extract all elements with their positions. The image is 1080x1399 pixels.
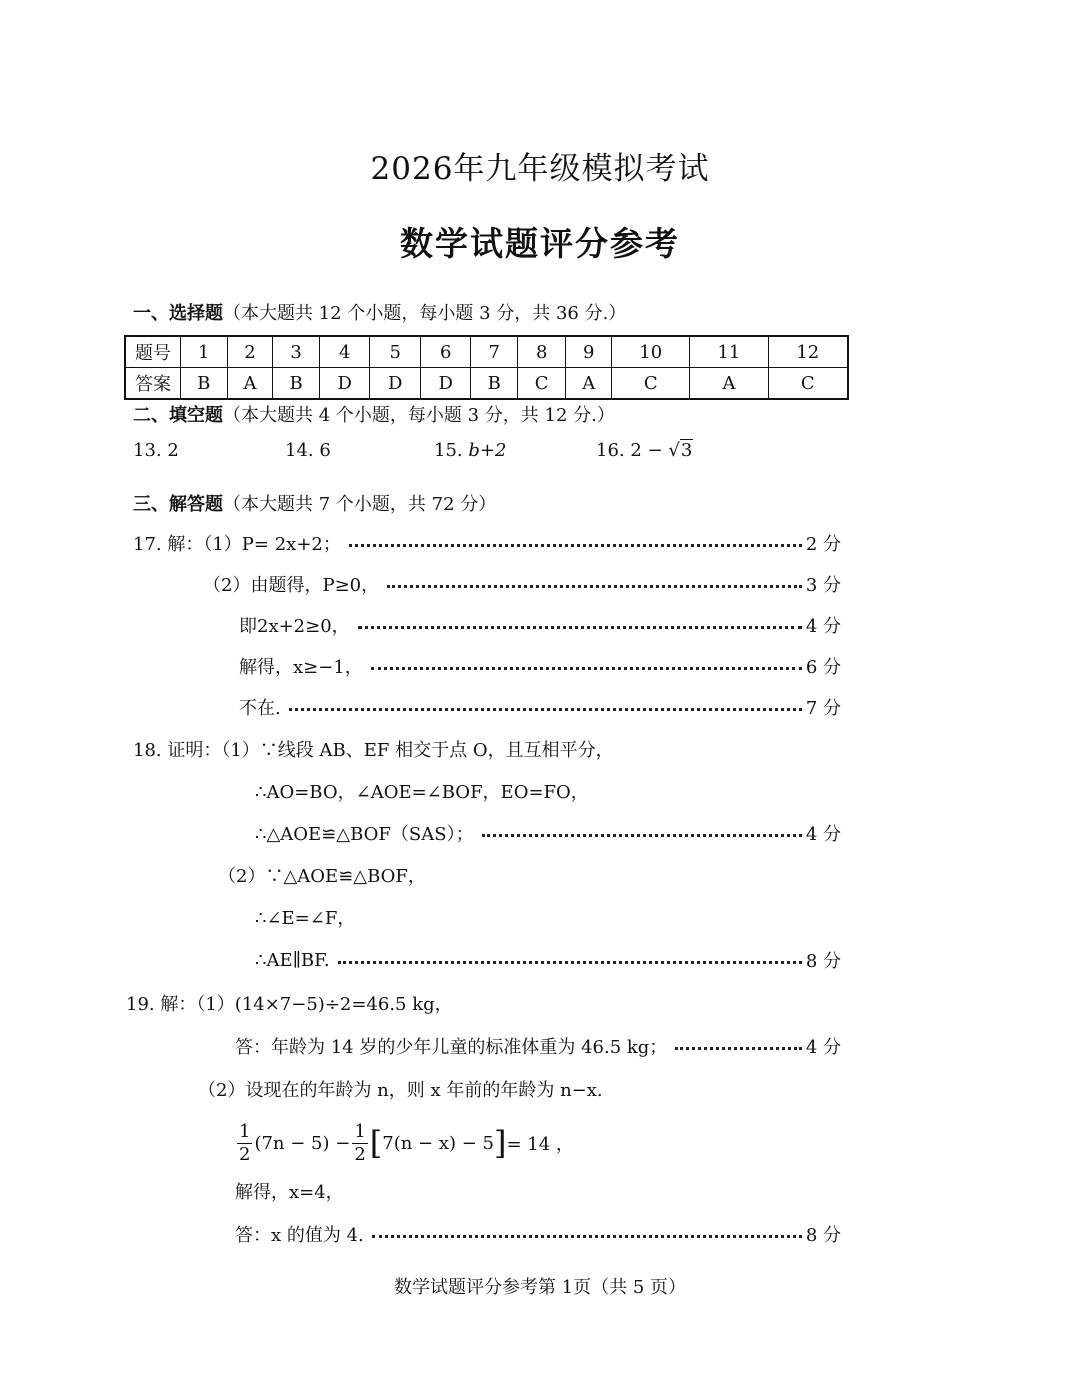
row-label-question: 题号 xyxy=(125,336,181,368)
q17-line-2 xyxy=(203,569,841,599)
points-label: 6 分 xyxy=(805,657,841,678)
line-text: ∴AO=BO，∠AOE=∠BOF，EO=FO， xyxy=(255,782,589,803)
table-cell: 12 xyxy=(768,336,848,368)
leader-dots xyxy=(338,961,802,964)
table-cell: 6 xyxy=(420,336,471,368)
q19-line-6 xyxy=(235,1219,841,1249)
item-number: 13. xyxy=(133,440,162,461)
table-cell: D xyxy=(420,368,471,400)
points-label: 4 分 xyxy=(805,616,841,637)
sqrt-icon: √ xyxy=(668,440,680,461)
table-cell: 2 xyxy=(227,336,273,368)
table-cell: 9 xyxy=(566,336,612,368)
item-answer: 6 xyxy=(319,440,331,461)
line-text: 不在. xyxy=(239,698,281,719)
fill-item-13 xyxy=(133,440,179,461)
section2-title: 二、填空题 xyxy=(133,405,223,426)
section3-desc: （本大题共 7 个小题，共 72 分） xyxy=(223,494,497,515)
line-text: ∴△AOE≌△BOF（SAS）； xyxy=(255,824,474,845)
table-cell: B xyxy=(273,368,320,400)
points-label: 7 分 xyxy=(805,698,841,719)
table-cell: A xyxy=(566,368,612,400)
section1-desc: （本大题共 12 个小题，每小题 3 分，共 36 分.） xyxy=(223,303,627,324)
table-cell: B xyxy=(181,368,228,400)
leader-dots xyxy=(358,626,802,629)
line-text: ∴AE∥BF. xyxy=(255,949,330,971)
points-label: 4 分 xyxy=(805,824,841,845)
item-number: 15. xyxy=(434,440,463,461)
q18-line-5 xyxy=(255,902,355,932)
row-label-answer: 答案 xyxy=(125,368,181,400)
q18-line-3 xyxy=(255,818,841,848)
line-text: 解得，x=4， xyxy=(235,1182,344,1203)
q18-line-4 xyxy=(218,860,426,890)
table-cell: 1 xyxy=(181,336,228,368)
points-label: 2 分 xyxy=(805,534,841,555)
doc-title: 数学试题评分参考 xyxy=(400,224,680,263)
points-label: 4 分 xyxy=(805,1037,841,1058)
section3-title: 三、解答题 xyxy=(133,494,223,515)
table-row-numbers xyxy=(125,336,848,368)
table-cell: A xyxy=(227,368,273,400)
item-number: 14. xyxy=(285,440,314,461)
equation-part-b: 7(n − x) − 5 xyxy=(382,1132,495,1154)
line-text: （2）设现在的年龄为 n，则 x 年前的年龄为 n−x. xyxy=(198,1080,603,1101)
line-text: ∴∠E=∠F， xyxy=(255,908,356,929)
line-text: 答：年龄为 14 岁的少年儿童的标准体重为 46.5 kg； xyxy=(235,1037,668,1058)
section2-desc: （本大题共 4 个小题，每小题 3 分，共 12 分.） xyxy=(223,405,615,426)
leader-dots xyxy=(289,708,802,711)
points-label: 8 分 xyxy=(805,1225,841,1246)
table-cell: 11 xyxy=(690,336,768,368)
line-text: 18. 证明：（1）∵线段 AB、EF 相交于点 O，且互相平分， xyxy=(133,740,614,761)
leader-dots xyxy=(372,1235,802,1238)
item-answer: 2 xyxy=(167,440,179,461)
section1-heading xyxy=(133,299,626,325)
table-cell: 4 xyxy=(319,336,370,368)
table-cell: 8 xyxy=(517,336,565,368)
left-bracket-icon: [ xyxy=(369,1124,383,1162)
q18-line-2 xyxy=(255,776,589,806)
table-cell: A xyxy=(690,368,768,400)
table-cell: D xyxy=(319,368,370,400)
q19-line-1 xyxy=(126,988,453,1018)
q19-line-3 xyxy=(198,1074,603,1104)
table-cell: D xyxy=(370,368,421,400)
fill-item-14 xyxy=(285,440,331,461)
table-cell: 10 xyxy=(612,336,690,368)
leader-dots xyxy=(675,1047,802,1050)
table-cell: 3 xyxy=(273,336,320,368)
item-number: 16. xyxy=(596,440,625,461)
leader-dots xyxy=(387,585,802,588)
q19-line-5 xyxy=(235,1176,344,1206)
page-footer: 数学试题评分参考第 1页（共 5 页） xyxy=(393,1277,687,1298)
item-radicand: 3 xyxy=(680,440,693,461)
fraction-one-half: $\frac{1}{2}$ xyxy=(239,1120,251,1165)
q18-line-1 xyxy=(133,734,614,764)
equation-part-a: (7n − 5) − xyxy=(254,1132,351,1154)
points-label: 3 分 xyxy=(805,575,841,596)
section3-heading xyxy=(133,490,496,516)
q19-equation xyxy=(235,1118,574,1168)
answer-table xyxy=(124,335,849,400)
table-row-answers xyxy=(125,368,848,400)
line-text: 解得，x≥−1， xyxy=(239,657,363,678)
line-text: （2）∵△AOE≌△BOF， xyxy=(218,866,426,887)
fill-item-16 xyxy=(596,440,693,461)
exam-title: 2026年九年级模拟考试 xyxy=(370,151,710,187)
line-text: （2）由题得，P≥0， xyxy=(203,575,380,596)
q17-line-5 xyxy=(239,692,841,722)
leader-dots xyxy=(371,667,802,670)
table-cell: C xyxy=(768,368,848,400)
fill-item-15 xyxy=(434,440,506,461)
points-label: 8 分 xyxy=(805,951,841,972)
table-cell: C xyxy=(517,368,565,400)
table-cell: C xyxy=(612,368,690,400)
table-cell: 5 xyxy=(370,336,421,368)
q17-line-4 xyxy=(239,651,841,681)
q19-line-2 xyxy=(235,1031,841,1061)
line-text: 即2x+2≥0， xyxy=(239,616,350,637)
leader-dots xyxy=(349,544,802,547)
line-text: 19. 解：（1）(14×7−5)÷2=46.5 kg， xyxy=(126,994,453,1015)
item-answer-prefix: 2 − xyxy=(630,440,669,461)
section1-title: 一、选择题 xyxy=(133,303,223,324)
section2-heading xyxy=(133,401,615,427)
line-text: 17. 解：（1）P= 2x+2； xyxy=(133,534,341,555)
q18-line-6 xyxy=(255,945,841,975)
q17-line-1 xyxy=(133,528,841,558)
q17-line-3 xyxy=(239,610,841,640)
line-text: 答：x 的值为 4. xyxy=(235,1225,364,1246)
right-bracket-icon: ] xyxy=(494,1124,507,1162)
leader-dots xyxy=(482,834,802,837)
fraction-one-half: $\frac{1}{2}$ xyxy=(354,1120,366,1165)
item-answer: b+2 xyxy=(468,440,507,461)
table-cell: B xyxy=(471,368,518,400)
equation-part-c: = 14 ， xyxy=(506,1134,574,1155)
table-cell: 7 xyxy=(471,336,518,368)
